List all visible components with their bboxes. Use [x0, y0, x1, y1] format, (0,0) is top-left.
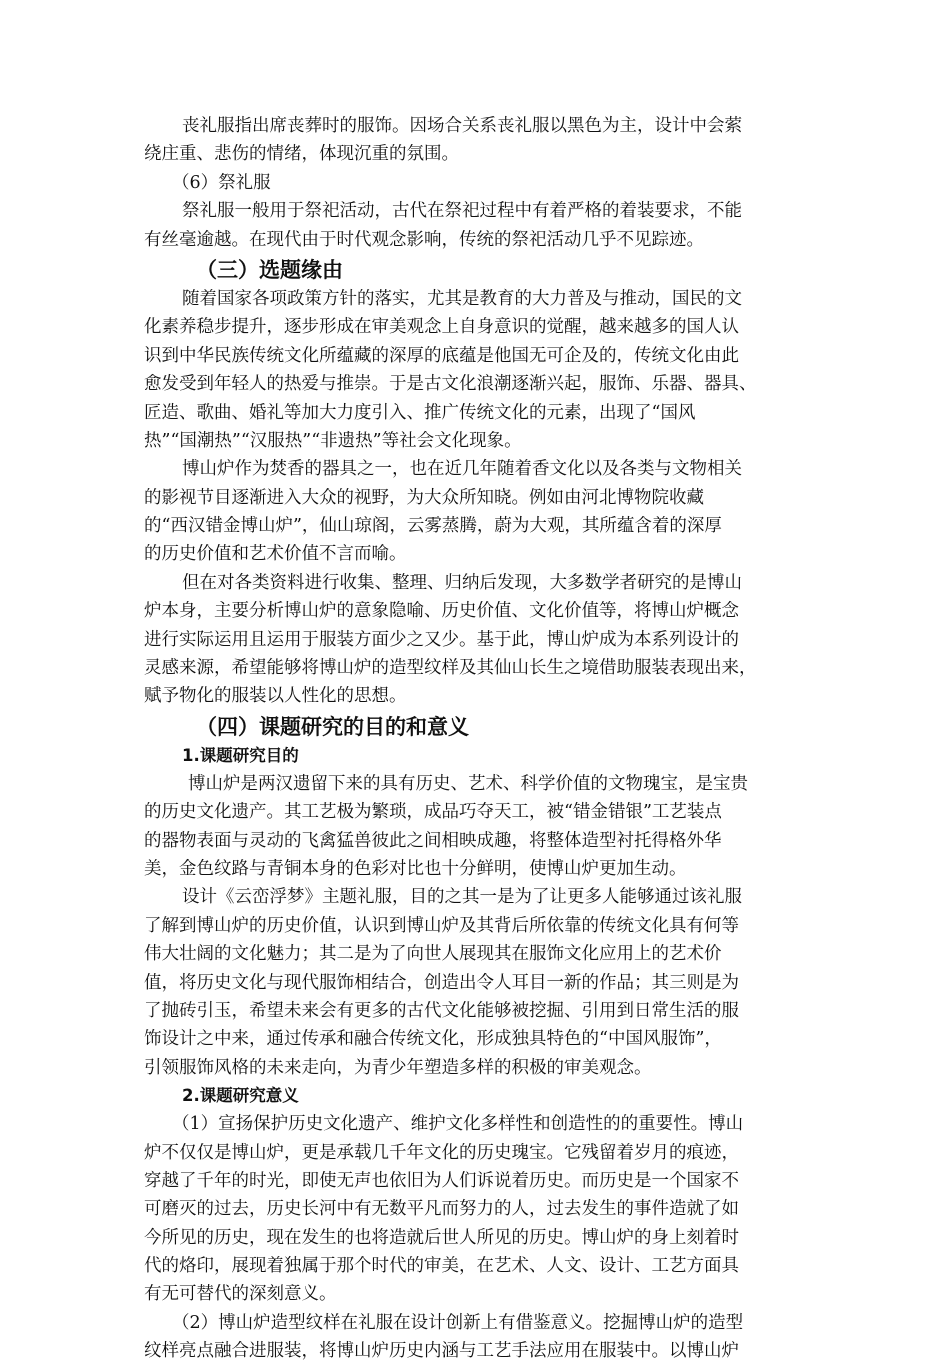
paragraph-line: 的器物表面与灵动的飞禽猛兽彼此之间相映成趣，将整体造型衬托得格外华 [144, 830, 722, 851]
paragraph-line: 的历史价值和艺术价值不言而喻。 [144, 544, 407, 565]
paragraph-line: 了解到博山炉的历史价值，认识到博山炉及其背后所依靠的传统文化具有何等 [144, 915, 739, 936]
paragraph-line: 设计《云峦浮梦》主题礼服，目的之其一是为了让更多人能够通过该礼服 [182, 887, 742, 908]
paragraph-line: 的影视节目逐渐进入大众的视野，为大众所知晓。例如由河北博物院收藏 [144, 487, 704, 508]
paragraph-line: 博山炉作为焚香的器具之一，也在近几年随着香文化以及各类与文物相关 [182, 459, 742, 480]
subsection-heading: 1.课题研究目的 [182, 745, 299, 765]
paragraph-line: 丧礼服指出席丧葬时的服饰。因场合关系丧礼服以黑色为主，设计中会萦 [182, 116, 742, 136]
paragraph-line: 赋予物化的服装以人性化的思想。 [144, 686, 407, 707]
paragraph-line: 可磨灭的过去，历史长河中有无数平凡而努力的人，过去发生的事件造就了如 [144, 1199, 739, 1220]
paragraph-line: 识到中华民族传统文化所蕴藏的深厚的底蕴是他国无可企及的，传统文化由此 [144, 345, 739, 366]
paragraph-line: 博山炉是两汉遗留下来的具有历史、艺术、科学价值的文物瑰宝，是宝贵 [188, 773, 748, 794]
paragraph-line: （1）宣扬保护历史文化遗产、维护文化多样性和创造性的的重要性。博山 [172, 1114, 744, 1135]
paragraph-line: 值，将历史文化与现代服饰相结合，创造出令人耳目一新的作品；其三则是为 [144, 972, 739, 993]
paragraph-line: 炉不仅仅是博山炉，更是承载几千年文化的历史瑰宝。它残留着岁月的痕迹， [144, 1142, 739, 1163]
paragraph-line: 进行实际运用且运用于服装方面少之又少。基于此，博山炉成为本系列设计的 [144, 629, 739, 650]
paragraph-line: 愈发受到年轻人的热爱与推崇。于是古文化浪潮逐渐兴起，服饰、乐器、器具、 [144, 374, 757, 395]
paragraph-line: 的历史文化遗产。其工艺极为繁琐，成品巧夺天工，被“错金错银”工艺装点 [144, 802, 722, 823]
paragraph-line: 匠造、歌曲、婚礼等加大力度引入、推广传统文化的元素，出现了“国风 [144, 402, 696, 423]
paragraph-line: 有无可替代的深刻意义。 [144, 1284, 337, 1305]
paragraph-line: 饰设计之中来，通过传承和融合传统文化，形成独具特色的“中国风服饰”， [144, 1029, 722, 1050]
paragraph-line: 化素养稳步提升，逐步形成在审美观念上自身意识的觉醒，越来越多的国人认 [144, 317, 739, 338]
paragraph-line: 随着国家各项政策方针的落实，尤其是教育的大力普及与推动，国民的文 [182, 288, 742, 309]
section-heading: （四）课题研究的目的和意义 [196, 714, 469, 739]
subsection-heading: 2.课题研究意义 [182, 1086, 299, 1106]
paragraph-line: 祭礼服一般用于祭祀活动，古代在祭祀过程中有着严格的着装要求，不能 [182, 201, 742, 222]
paragraph-line: 伟大壮阔的文化魅力；其二是为了向世人展现其在服饰文化应用上的艺术价 [144, 944, 722, 965]
paragraph-line: 引领服饰风格的未来走向，为青少年塑造多样的积极的审美观念。 [144, 1057, 652, 1078]
paragraph-line: 热”“国潮热”“汉服热”“非遗热”等社会文化现象。 [144, 430, 522, 451]
paragraph-line: 代的烙印，展现着独属于那个时代的审美，在艺术、人文、设计、工艺方面具 [144, 1256, 739, 1277]
paragraph-line: 穿越了千年的时光，即使无声也依旧为人们诉说着历史。而历史是一个国家不 [144, 1170, 739, 1191]
paragraph-line: 但在对各类资料进行收集、整理、归纳后发现，大多数学者研究的是博山 [182, 572, 742, 593]
paragraph-line: 灵感来源，希望能够将博山炉的造型纹样及其仙山长生之境借助服装表现出来， [144, 658, 757, 679]
paragraph-line: 纹样亮点融合进服装，将博山炉历史内涵与工艺手法应用在服装中。以博山炉 [144, 1341, 739, 1362]
paragraph-line: （2）博山炉造型纹样在礼服在设计创新上有借鉴意义。挖掘博山炉的造型 [172, 1312, 744, 1333]
paragraph-line: 的“西汉错金博山炉”，仙山琼阁，云雾蒸腾，蔚为大观，其所蕴含着的深厚 [144, 516, 722, 537]
paragraph-line: 有丝毫逾越。在现代由于时代观念影响，传统的祭祀活动几乎不见踪迹。 [144, 229, 704, 250]
paragraph-line: （6）祭礼服 [172, 172, 271, 193]
document-body [144, 112, 808, 1366]
section-heading: （三）选题缘由 [196, 257, 343, 282]
paragraph-line: 美，金色纹路与青铜本身的色彩对比也十分鲜明，使博山炉更加生动。 [144, 858, 687, 879]
paragraph-line: 今所见的历史，现在发生的也将造就后世人所见的历史。博山炉的身上刻着时 [144, 1227, 739, 1248]
paragraph-line: 了抛砖引玉，希望未来会有更多的古代文化能够被挖掘、引用到日常生活的服 [144, 1000, 739, 1021]
paragraph-line: 炉本身，主要分析博山炉的意象隐喻、历史价值、文化价值等，将博山炉概念 [144, 601, 739, 622]
paragraph-line: 绕庄重、悲伤的情绪，体现沉重的氛围。 [144, 144, 459, 165]
